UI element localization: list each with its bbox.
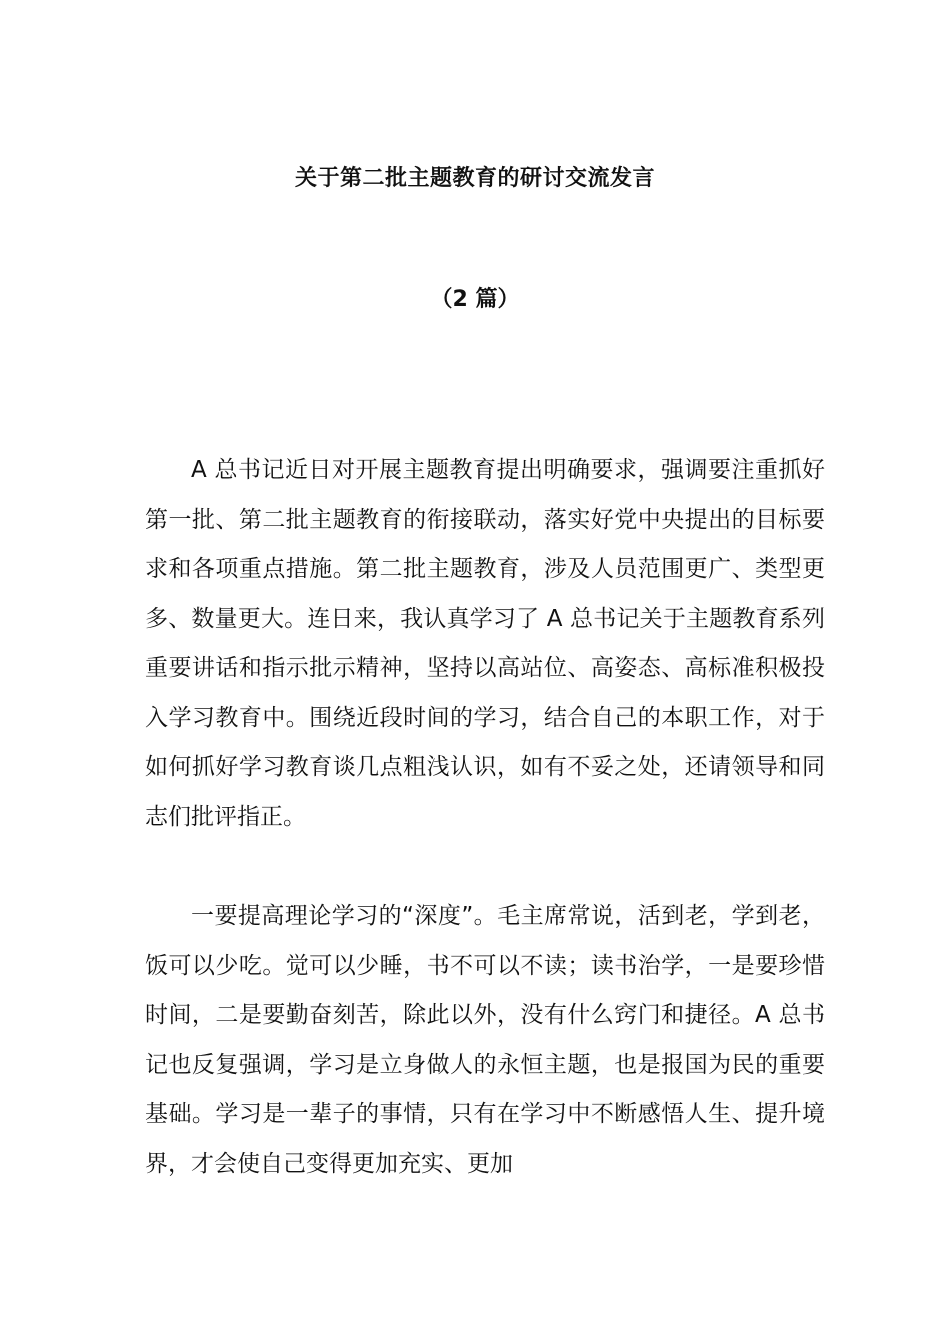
document-title: 关于第二批主题教育的研讨交流发言: [294, 166, 655, 191]
body-paragraph-2: 一要提高理论学习的“深度”。毛主席常说，活到老，学到老，饭可以少吃。觉可以少睡，书不可以不读；读书治学，一是要珍惜时间，二是要勤奋刻苦，除此以外，没有什么窍门和捷径。A 总书记也反复强调，学习是立身做人的永恒主题，也是报国为民的重要基础。学习是一辈子的事情，只有在学习中不断感悟人生、提升境界，才会使自己变得更加充实、更加: [145, 903, 825, 1177]
document-subtitle: （2 篇）: [430, 287, 520, 312]
body-paragraph-1: A 总书记近日对开展主题教育提出明确要求，强调要注重抓好第一批、第二批主题教育的衔接联动，落实好党中央提出的目标要求和各项重点措施。第二批主题教育，涉及人员范围更广、类型更多、数量更大。连日来，我认真学习了 A 总书记关于主题教育系列重要讲话和指示批示精神，坚持以高站位、高姿态、高标准积极投入学习教育中。围绕近段时间的学习，结合自己的本职工作，对于如何抓好学习教育谈几点粗浅认识，如有不妥之处，还请领导和同志们批评指正。: [145, 457, 825, 830]
